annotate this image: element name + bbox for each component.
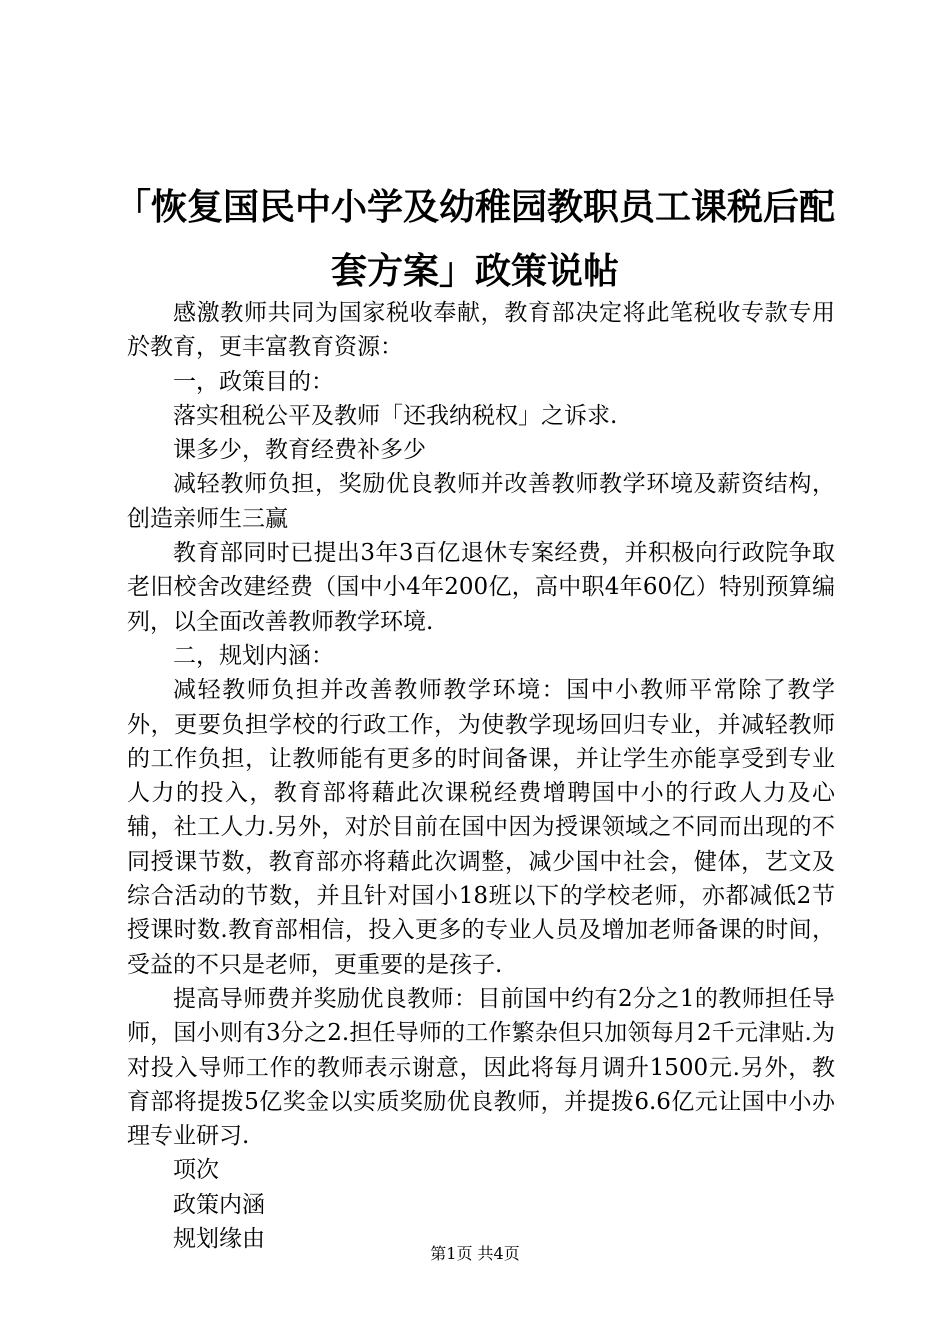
section-heading-policy-goals: 一，政策目的： (173, 368, 334, 395)
title-line-2: 套方案」政策说帖 (330, 251, 619, 292)
document-body (127, 296, 835, 1256)
section-heading-plan-content: 二，规划内涵： (173, 642, 334, 669)
paragraph: 落实租税公平及教师「还我纳税权」之诉求. (173, 402, 618, 429)
table-header-reason: 规划缘由 (173, 1226, 265, 1253)
page-footer: 第1页 共4页 (430, 1244, 520, 1263)
paragraph: 教育部同时已提出3年3百亿退休专案经费，并积极向行政院争取老旧校舍改建经费（国中小4年200亿，高中职4年60亿）特别预算编列，以全面改善教师教学环境. (127, 540, 835, 635)
paragraph: 减轻教师负担，奖励优良教师并改善教师教学环境及薪资结构，创造亲师生三赢 (127, 471, 835, 532)
paragraph: 提高导师费并奖励优良教师：目前国中约有2分之1的教师担任导师，国小则有3分之2.担任导师的工作繁杂但只加领每月2千元津贴.为对投入导师工作的教师表示谢意，因此将每月调升1500元.另外，教育部将提拨5亿奖金以实质奖励优良教师，并提拨6.6亿元让国中小办理专业研习. (127, 985, 835, 1150)
paragraph: 减轻教师负担并改善教师教学环境：国中小教师平常除了教学外，更要负担学校的行政工作，为使教学现场回归专业，并减轻教师的工作负担，让教师能有更多的时间备课，并让学生亦能享受到专业人力的投入，教育部将藉此次课税经费增聘国中小的行政人力及心辅，社工人力.另外，对於目前在国中因为授课领域之不同而出现的不同授课节数，教育部亦将藉此次调整，减少国中社会，健体，艺文及综合活动的节数，并且针对国小18班以下的学校老师，亦都减低2节授课时数.教育部相信，投入更多的专业人员及增加老师备课的时间，受益的不只是老师，更重要的是孩子. (127, 677, 835, 978)
document-title (100, 176, 850, 304)
paragraph: 课多少，教育经费补多少 (173, 437, 426, 464)
title-line-1: 「恢复国民中小学及幼稚园教职员工课税后配 (114, 187, 835, 228)
table-header-policy: 政策内涵 (173, 1191, 265, 1218)
table-header-item: 项次 (173, 1157, 219, 1184)
intro-paragraph: 感激教师共同为国家税收奉献，教育部决定将此笔税收专款专用於教育，更丰富教育资源： (127, 300, 835, 361)
